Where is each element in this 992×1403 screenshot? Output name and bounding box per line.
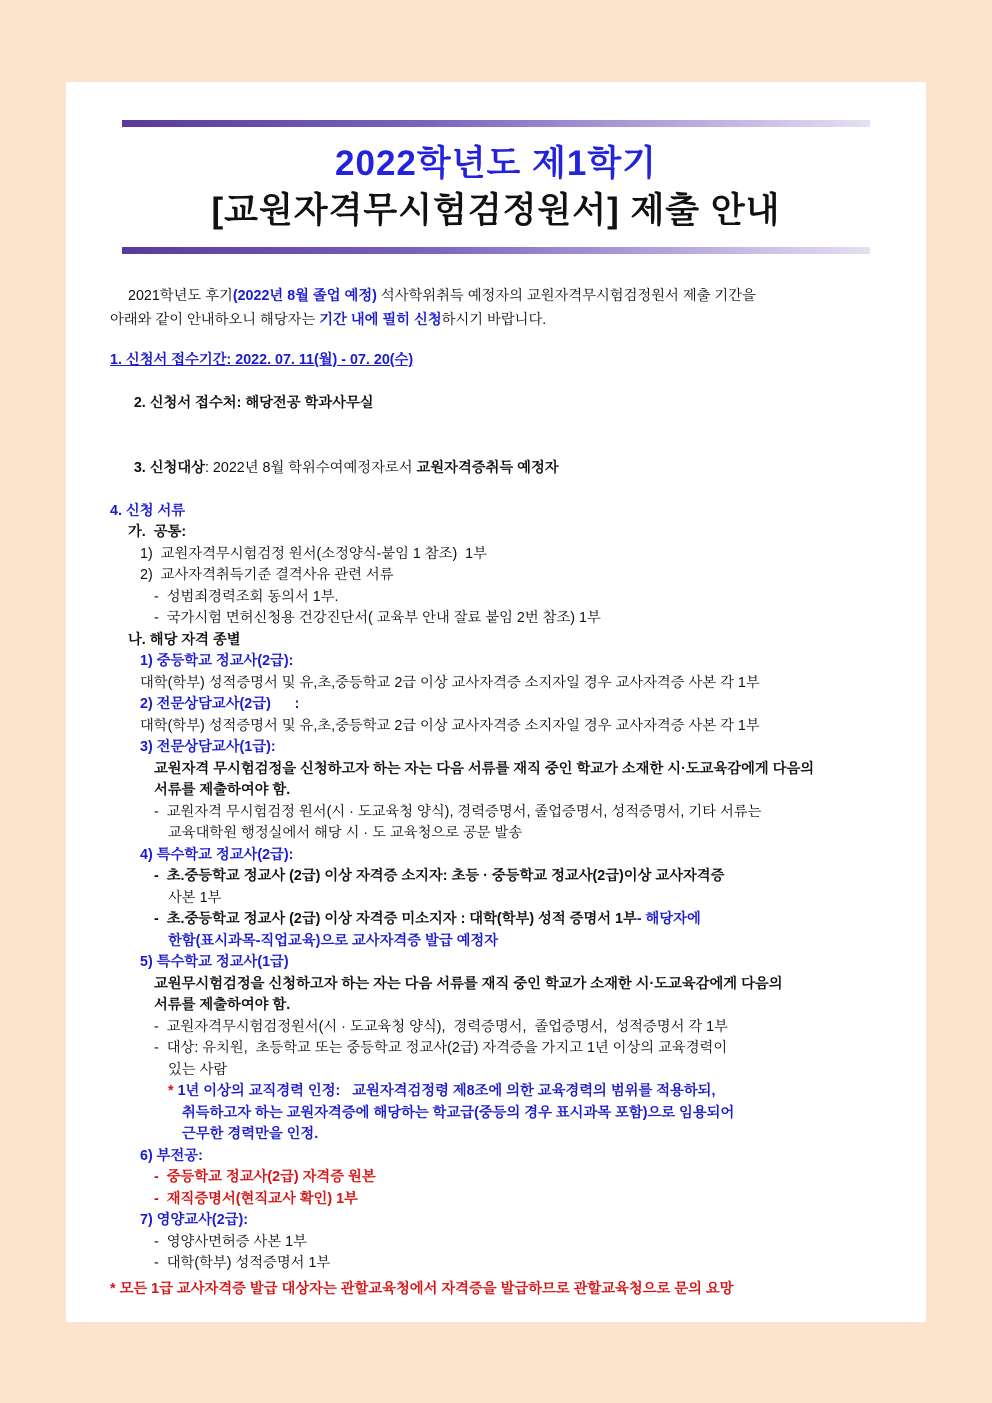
type-5-text-5: 있는 사람 xyxy=(168,1061,228,1078)
type-4-text-3-blue: - 해당자에 xyxy=(636,911,701,927)
type-7-text-2: - 대학(학부) 성적증명서 1부 xyxy=(154,1255,331,1271)
type-3-text-4: 교육대학원 행정실에서 해당 시 · 도 교육청으로 공문 발송 xyxy=(168,825,523,841)
type-3-label: 3) 전문상담교사(1급): xyxy=(140,739,276,755)
type-3-text-2: 서류를 제출하여야 함. xyxy=(154,782,291,798)
intro-text-6: 하시기 바랍니다. xyxy=(441,312,547,328)
item-1-receipt-period: 1. 신청서 접수기간: 2022. 07. 11(월) - 07. 20(수) xyxy=(110,352,414,368)
item-3-target xyxy=(110,436,882,501)
type-5-text-2: 서류를 제출하여야 함. xyxy=(154,997,291,1013)
type-4-text-3-inner: - 초.중등학교 정교사 (2급) 이상 자격증 미소지자 : 대학(학부) 성적 증명서 1부 xyxy=(154,911,637,927)
item-2-receipt-office xyxy=(110,372,882,437)
section-a-item-2-sub-2: - 국가시험 면허신청용 건강진단서( 교육부 안내 잘료 붙임 2번 참조) 1부 xyxy=(154,610,601,626)
item-3-value-bold: 교원자격증취득 예정자 xyxy=(416,459,559,476)
type-5-text-1: 교원무시험검정을 신청하고자 하는 자는 다음 서류를 재직 중인 학교가 소재한 시·도교육감에게 다음의 xyxy=(154,975,783,992)
intro-text-4: 아래와 같이 안내하오니 해당자는 xyxy=(110,312,320,328)
item-3-value: : 2022년 8월 학위수여예정자로서 xyxy=(204,459,417,476)
type-4-text-2: 사본 1부 xyxy=(168,889,222,906)
note-star-icon: * xyxy=(168,1083,174,1099)
intro-text-5: 기간 내에 필히 신청 xyxy=(319,312,442,328)
section-a-common: 가. 공통: xyxy=(128,524,187,540)
document-page xyxy=(66,82,926,1322)
intro-text-1: 2021학년도 후기 xyxy=(128,288,233,304)
item-4-documents: 4. 신청 서류 xyxy=(110,502,186,519)
type-3-text-3: - 교원자격 무시험검정 원서(시 · 도교육청 양식), 경력증명서, 졸업증명서, 성적증명서, 기타 서류는 xyxy=(154,803,762,820)
item-2-label: 2. 신청서 접수처: xyxy=(133,395,246,411)
type-1-label: 1) 중등학교 정교사(2급): xyxy=(140,653,294,669)
type-4-text-3 xyxy=(154,909,882,931)
footnote-star-icon: * xyxy=(110,1280,116,1297)
type-6-label: 6) 부전공: xyxy=(140,1147,203,1164)
item-3-label: 3. 신청대상 xyxy=(133,459,205,476)
intro-text-2: (2022년 8월 졸업 예정) xyxy=(232,288,377,304)
type-5-note-1-text: 1년 이상의 교직경력 인정: 교원자격검정령 제8조에 의한 교육경력의 범위를 적용하되, xyxy=(177,1083,716,1099)
type-6-text-2: - 재직증명서(현직교사 확인) 1부 xyxy=(154,1190,358,1207)
type-5-label: 5) 특수학교 정교사(1급) xyxy=(140,954,289,970)
type-2-label: 2) 전문상담교사(2급) : xyxy=(140,696,300,712)
footnote-text: 모든 1급 교사자격증 발급 대상자는 관할교육청에서 자격증을 발급하므로 관할교육청으로 문의 요망 xyxy=(119,1280,734,1297)
type-7-text-1: - 영양사면허증 사본 1부 xyxy=(154,1233,307,1250)
type-6-text-1: - 중등학교 정교사(2급) 자격증 원본 xyxy=(154,1169,376,1185)
page-title-line2: [교원자격무시험검정원서] 제출 안내 xyxy=(211,191,781,230)
section-a-item-1: 1) 교원자격무시험검정 원서(소정양식-붙임 1 참조) 1부 xyxy=(140,545,487,562)
type-3-text-1: 교원자격 무시험검정을 신청하고자 하는 자는 다음 서류를 재직 중인 학교가 소재한 시·도교육감에게 다음의 xyxy=(154,760,815,777)
section-b-qualification-types: 나. 해당 자격 종별 xyxy=(128,631,241,648)
item-2-value: 해당전공 학과사무실 xyxy=(245,395,374,411)
intro-paragraph xyxy=(110,284,882,332)
section-a-item-2-sub-1: - 성범죄경력조회 동의서 1부. xyxy=(154,588,339,605)
type-1-text: 대학(학부) 성적증명서 및 유,초,중등학교 2급 이상 교사자격증 소지자일 경우 교사자격증 사본 각 1부 xyxy=(140,674,760,691)
type-2-text: 대학(학부) 성적증명서 및 유,초,중등학교 2급 이상 교사자격증 소지자일 경우 교사자격증 사본 각 1부 xyxy=(140,717,760,734)
document-body xyxy=(110,284,882,1300)
type-7-label: 7) 영양교사(2급): xyxy=(140,1212,248,1228)
type-5-text-4: - 대상: 유치원, 초등학교 또는 중등학교 정교사(2급) 자격증을 가지고 1년 이상의 교육경력이 xyxy=(154,1040,728,1056)
type-5-text-3: - 교원자격무시험검정원서(시 · 도교육청 양식), 경력증명서, 졸업증명서, 성적증명서 각 1부 xyxy=(154,1018,728,1035)
section-a-item-2: 2) 교사자격취득기준 결격사유 관련 서류 xyxy=(140,567,394,583)
type-4-text-1-inner: - 초.중등학교 정교사 (2급) 이상 자격증 소지자: 초등 · 중등학교 정교사(2급)이상 교사자격증 xyxy=(154,868,725,884)
type-4-text-4: 한함(표시과목-직업교육)으로 교사자격증 발급 예정자 xyxy=(168,932,499,949)
type-5-note-3: 근무한 경력만을 인정. xyxy=(182,1126,319,1142)
type-4-label: 4) 특수학교 정교사(2급): xyxy=(140,846,294,863)
type-5-note-1 xyxy=(168,1081,882,1103)
footnote xyxy=(110,1279,882,1301)
type-4-text-1 xyxy=(154,866,882,888)
type-5-note-2: 취득하고자 하는 교원자격증에 해당하는 학교급(중등의 경우 표시과목 포함)으로 임용되어 xyxy=(182,1104,735,1121)
title-block xyxy=(122,120,870,254)
intro-text-3: 석사학위취득 예정자의 교원자격무시험검정원서 제출 기간을 xyxy=(376,288,756,304)
page-title-line1: 2022학년도 제1학기 xyxy=(335,144,657,183)
